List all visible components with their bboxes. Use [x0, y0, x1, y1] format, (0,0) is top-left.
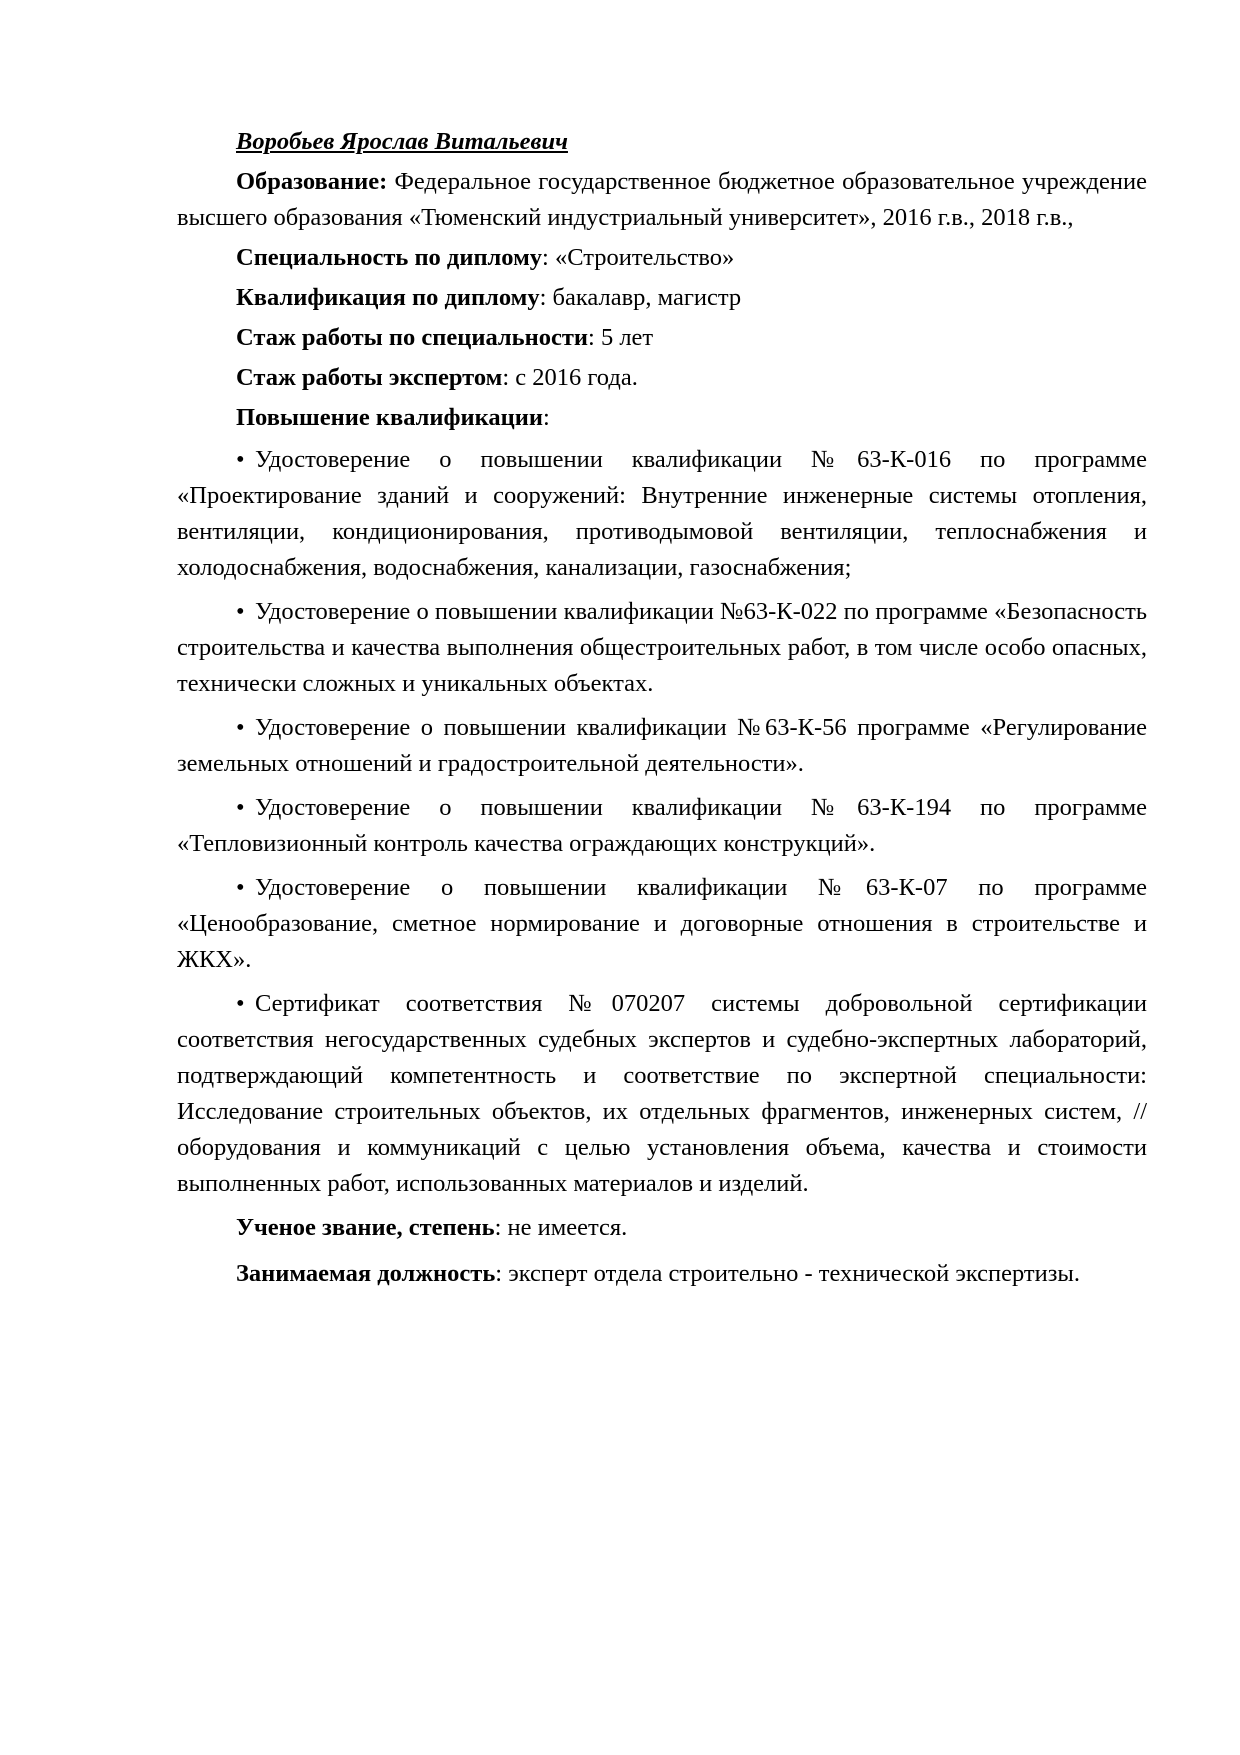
- training-value: :: [542, 404, 550, 431]
- person-name: Воробьев Ярослав Витальевич: [236, 128, 568, 155]
- certificate-item: [177, 790, 1147, 862]
- certificate-item: [177, 986, 1147, 1202]
- bullet-icon: •: [236, 794, 245, 821]
- position-row: [177, 1256, 1147, 1292]
- bullet-icon: •: [236, 990, 245, 1017]
- certificate-text: Удостоверение о повышении квалификации №63-К-07 по программе «Ценообразование, сметное нормирование и договорные отношения в строительстве и ЖКХ».: [177, 874, 1147, 973]
- specialty-label: Специальность по диплому: [236, 244, 543, 271]
- specialty-value: : «Строительство»: [542, 244, 735, 271]
- qualification-value: : бакалавр, магистр: [539, 284, 742, 311]
- training-row: [177, 400, 1147, 436]
- experience-row: [177, 320, 1147, 356]
- bullet-icon: •: [236, 598, 245, 625]
- qualification-label: Квалификация по диплому: [236, 284, 540, 311]
- expert-experience-row: [177, 360, 1147, 396]
- certificate-item: [177, 870, 1147, 978]
- certificate-text: Удостоверение о повышении квалификации №63-К-194 по программе «Тепловизионный контроль качества ограждающих конструкций».: [177, 794, 1147, 857]
- bullet-icon: •: [236, 874, 245, 901]
- education-value: Федеральное государственное бюджетное образовательное учреждение высшего образования «Тюменский индустриальный университет», 2016 г.в., 2018 г.в.,: [177, 168, 1147, 231]
- bullet-icon: •: [236, 446, 245, 473]
- bullet-icon: •: [236, 714, 245, 741]
- expert-experience-value: : с 2016 года.: [502, 364, 638, 391]
- education-row: [177, 164, 1147, 236]
- education-label: Образование:: [236, 168, 388, 195]
- degree-value: : не имеется.: [494, 1214, 628, 1241]
- experience-value: : 5 лет: [588, 324, 654, 351]
- certificate-item: [177, 442, 1147, 586]
- qualification-row: [177, 280, 1147, 316]
- certificate-text: Удостоверение о повышении квалификации №63-К-022 по программе «Безопасность строительства и качества выполнения общестроительных работ, в том числе особо опасных, технически сложных и уникальных объектах.: [177, 598, 1147, 697]
- experience-label: Стаж работы по специальности: [236, 324, 589, 351]
- certificate-text: Удостоверение о повышении квалификации №63-К-016 по программе «Проектирование зданий и сооружений: Внутренние инженерные системы отопления, вентиляции, кондиционирования, противодымовой вентиляции, теплоснабжения и холодоснабжения, водоснабжения, канализации, газоснабжения;: [177, 446, 1147, 581]
- certificate-item: [177, 594, 1147, 702]
- position-label: Занимаемая должность: [236, 1260, 496, 1287]
- specialty-row: [177, 240, 1147, 276]
- certificate-text: Удостоверение о повышении квалификации №63-К-56 программе «Регулирование земельных отношений и градостроительной деятельности».: [177, 714, 1147, 777]
- position-value: : эксперт отдела строительно - технической экспертизы.: [495, 1260, 1080, 1287]
- degree-row: [177, 1210, 1147, 1246]
- certificate-item: [177, 710, 1147, 782]
- training-label: Повышение квалификации: [236, 404, 543, 431]
- certificate-text: Сертификат соответствия №070207 системы добровольной сертификации соответствия негосударственных судебных экспертов и судебно-экспертных лабораторий, подтверждающий компетентность и соответствие по экспертной специальности: Исследование строительных объектов, их отдельных фрагментов, инженерных систем, //оборудования и коммуникаций с целью установления объема, качества и стоимости выполненных работ, использованных материалов и изделий.: [177, 990, 1147, 1197]
- degree-label: Ученое звание, степень: [236, 1214, 495, 1241]
- expert-experience-label: Стаж работы экспертом: [236, 364, 503, 391]
